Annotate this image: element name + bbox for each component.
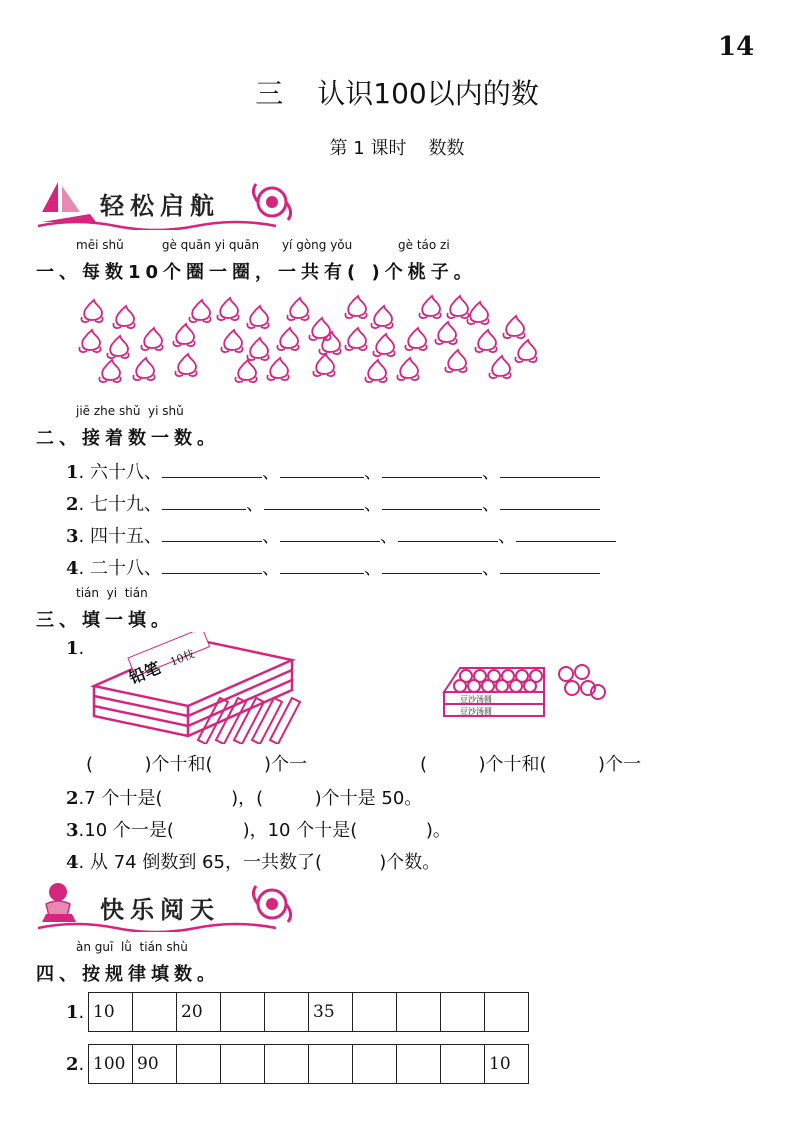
peach-icon	[489, 356, 510, 378]
peach-icon	[141, 328, 162, 350]
peach-icon	[81, 300, 102, 322]
answer-blank[interactable]	[162, 523, 262, 542]
dragon-swirl-icon	[253, 886, 290, 922]
section2-heading: 二、接着数一数。	[36, 428, 220, 449]
sequence-cell[interactable]	[177, 1045, 221, 1084]
answer-blank[interactable]	[280, 459, 364, 478]
table-row	[89, 993, 529, 1032]
banner-a-label: 轻松启航	[100, 192, 220, 220]
pencil-box-count: 10枝	[168, 647, 197, 669]
lesson-subtitle	[0, 134, 794, 160]
section1-heading: 一、每数10个圈一圈，一共有( )个桃子。	[36, 262, 477, 283]
tray-icon	[444, 668, 544, 716]
pencil-box-label: 铅笔	[126, 658, 164, 688]
sequence-cell[interactable]	[221, 993, 265, 1032]
peach-icon	[235, 360, 256, 382]
section4-heading: 四、按规律填数。	[36, 964, 220, 985]
sequence-cell[interactable]	[441, 1045, 485, 1084]
peach-icon	[287, 298, 308, 320]
answer-blank[interactable]	[516, 523, 616, 542]
peach-icon	[373, 334, 394, 356]
section3-heading: 三、填一填。	[36, 610, 174, 631]
fill-dumpling-answer[interactable]: ( )个十和( )个一	[420, 754, 642, 775]
peach-icon	[99, 360, 120, 382]
peach-icon	[345, 296, 366, 318]
peach-icon	[313, 354, 334, 376]
sequence-cell[interactable]: 90	[133, 1045, 177, 1084]
unit-number: 三	[255, 77, 284, 110]
peach-icon	[277, 328, 298, 350]
sequence-cell[interactable]	[353, 993, 397, 1032]
tray-label-2: 豆沙汤圆	[460, 707, 492, 716]
peach-icon	[419, 296, 440, 318]
section2-pinyin: jiē zhe shǔ yi shǔ	[76, 404, 184, 418]
peach-icon	[515, 340, 536, 362]
sequence-cell[interactable]	[265, 1045, 309, 1084]
fill-item-4: 4. 从 74 倒数到 65，一共数了( )个数。	[66, 852, 441, 873]
sequence-table-2	[88, 1044, 529, 1084]
fill-item-1-number: 1.	[66, 638, 85, 659]
peach-icon	[371, 306, 392, 328]
dumpling-tray-illustration	[440, 662, 610, 722]
table-row	[89, 1045, 529, 1084]
page-number: 14	[718, 32, 755, 62]
peach-icon	[435, 322, 456, 344]
lesson-topic: 数数	[428, 138, 465, 159]
answer-blank[interactable]	[162, 555, 262, 574]
peach-icon	[217, 298, 238, 320]
peach-icon	[397, 358, 418, 380]
peach-icon	[113, 306, 134, 328]
unit-title: 认识100以内的数	[317, 77, 539, 110]
sequence-cell[interactable]	[221, 1045, 265, 1084]
count-item-1: 1. 六十八、 、 、 、	[66, 458, 600, 484]
sequence-cell[interactable]	[441, 993, 485, 1032]
count-item-2: 2. 七十九、 、 、 、	[66, 490, 600, 516]
peach-group	[70, 290, 550, 390]
peach-icon	[475, 330, 496, 352]
answer-blank[interactable]	[382, 555, 482, 574]
section1-pinyin: mēi shǔ gè quān yi quān yí gòng yǒu gè táo zi	[76, 238, 450, 252]
sequence-cell[interactable]: 35	[309, 993, 353, 1032]
dragon-swirl-icon	[253, 184, 290, 220]
answer-blank[interactable]	[398, 523, 498, 542]
peach-icon	[267, 358, 288, 380]
sequence-cell[interactable]: 20	[177, 993, 221, 1032]
peach-icon	[247, 306, 268, 328]
answer-blank[interactable]	[382, 491, 482, 510]
sequence-cell[interactable]: 10	[89, 993, 133, 1032]
fill-item-2: 2.7 个十是( )，( )个十是 50。	[66, 788, 423, 809]
peach-icon	[445, 350, 466, 372]
peach-icon	[405, 328, 426, 350]
peach-icon	[365, 360, 386, 382]
peach-icon	[503, 316, 524, 338]
tray-label-1: 豆沙汤圆	[460, 695, 492, 704]
sequence-cell[interactable]	[485, 993, 529, 1032]
sequence-cell[interactable]: 100	[89, 1045, 133, 1084]
sequence-cell[interactable]	[265, 993, 309, 1032]
answer-blank[interactable]	[382, 459, 482, 478]
peach-icon	[221, 330, 242, 352]
banner-b-label: 快乐阅天	[100, 896, 220, 924]
sequence-cell[interactable]	[309, 1045, 353, 1084]
answer-blank[interactable]	[280, 555, 364, 574]
fill-item-3: 3.10 个一是( )，10 个十是( )。	[66, 820, 451, 841]
answer-blank[interactable]	[162, 459, 262, 478]
sequence-cell[interactable]	[397, 993, 441, 1032]
peach-icon	[247, 338, 268, 360]
peach-icon	[107, 336, 128, 358]
answer-blank[interactable]	[500, 555, 600, 574]
lesson-number: 第 1 课时	[329, 138, 407, 159]
fill-pencil-answer[interactable]: ( )个十和( )个一	[86, 754, 308, 775]
sequence-cell[interactable]	[353, 1045, 397, 1084]
sequence-1-number: 1.	[66, 1002, 85, 1023]
answer-blank[interactable]	[264, 491, 364, 510]
sequence-cell[interactable]: 10	[485, 1045, 529, 1084]
count-item-3: 3. 四十五、 、 、 、	[66, 522, 616, 548]
dumpling-icons	[559, 665, 605, 699]
page-title	[0, 72, 794, 112]
peach-icon	[133, 358, 154, 380]
sequence-2-number: 2.	[66, 1054, 85, 1075]
pencil-box-illustration	[88, 632, 318, 744]
peach-icon	[345, 328, 366, 350]
peach-icon	[189, 300, 210, 322]
count-item-4: 4. 二十八、 、 、 、	[66, 554, 600, 580]
peach-icon	[447, 296, 468, 318]
section3-pinyin: tián yi tián	[76, 586, 148, 600]
answer-blank[interactable]	[500, 459, 600, 478]
peach-icon	[79, 330, 100, 352]
sequence-cell[interactable]	[133, 993, 177, 1032]
answer-blank[interactable]	[162, 491, 246, 510]
peach-icon	[175, 354, 196, 376]
sequence-table-1	[88, 992, 529, 1032]
banner-section-b	[36, 880, 296, 930]
banner-section-a	[36, 178, 296, 228]
section4-pinyin: àn guī lǜ tián shù	[76, 940, 188, 954]
sequence-cell[interactable]	[397, 1045, 441, 1084]
answer-blank[interactable]	[500, 491, 600, 510]
answer-blank[interactable]	[280, 523, 380, 542]
peach-icon	[467, 302, 488, 324]
peach-icon	[173, 324, 194, 346]
